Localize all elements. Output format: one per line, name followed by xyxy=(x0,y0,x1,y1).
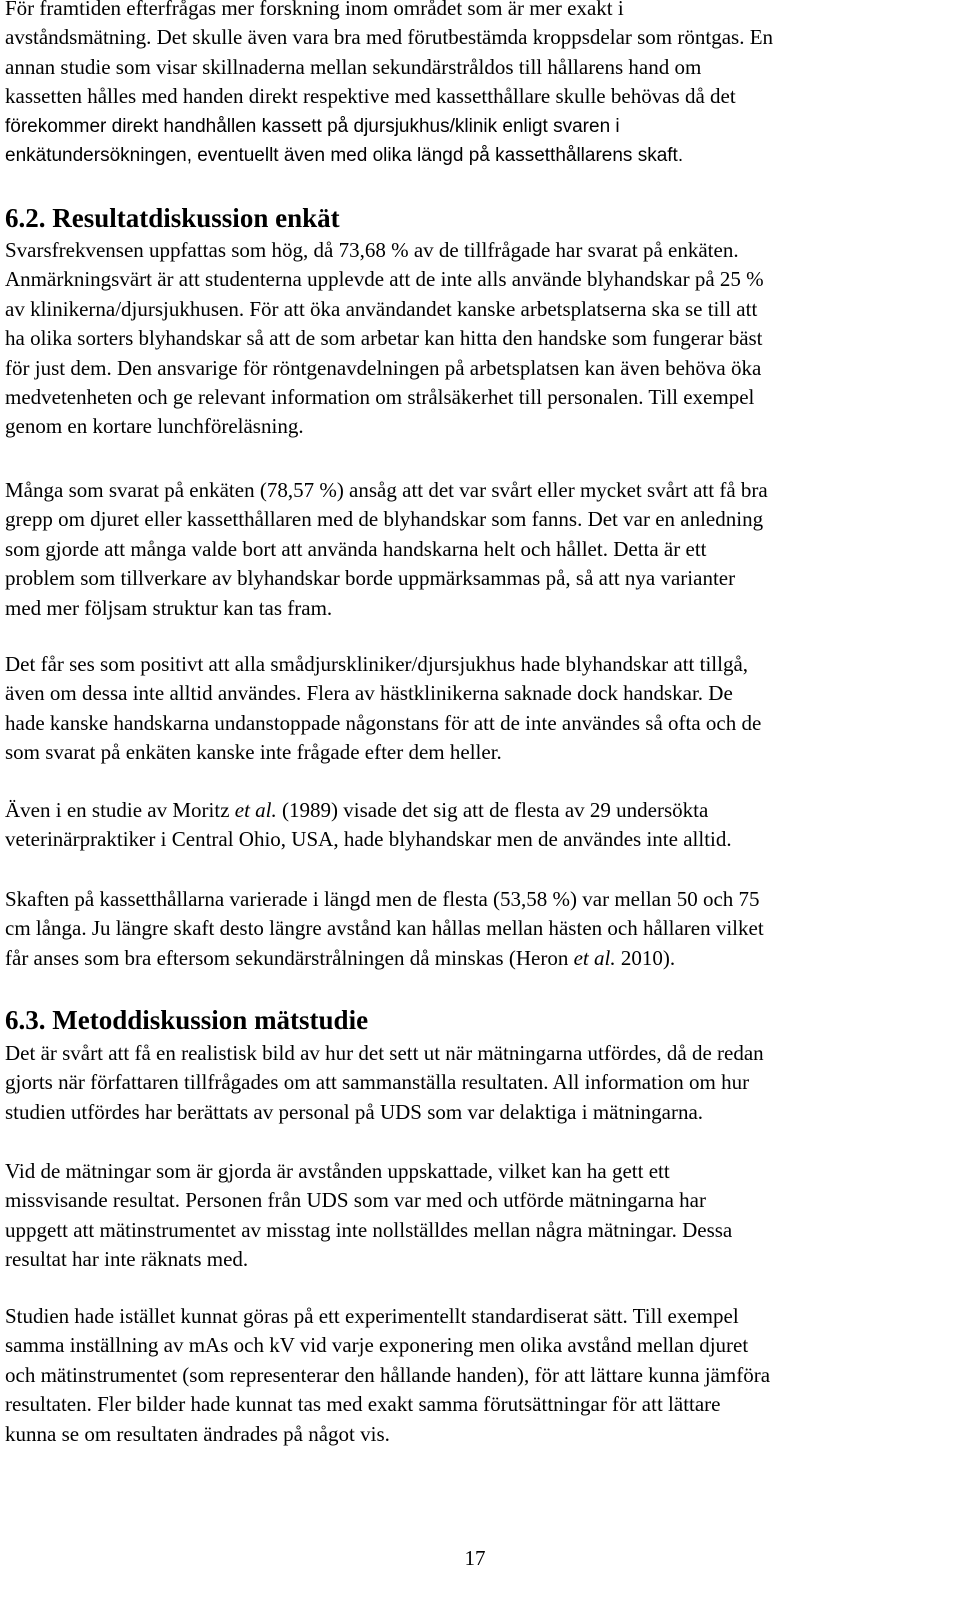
paragraph xyxy=(5,476,768,623)
text-line: även om dessa inte alltid användes. Flera av hästklinikerna saknade dock handskar. De xyxy=(5,681,733,706)
text-line: veterinärpraktiker i Central Ohio, USA, hade blyhandskar men de användes inte alltid. xyxy=(5,827,732,852)
text-line: Studien hade istället kunnat göras på ett experimentellt standardiserat sätt. Till exempel xyxy=(5,1304,739,1328)
text-line: resultat har inte räknats med. xyxy=(5,1247,249,1272)
text-line: problem som tillverkare av blyhandskar borde uppmärksammas på, så att nya varianter xyxy=(5,566,736,591)
text-line: för just dem. Den ansvarige för röntgenavdelningen på arbetsplatsen kan även behöva öka xyxy=(5,355,762,380)
paragraph xyxy=(5,1039,764,1127)
text-line: Vid de mätningar som är gjorda är avstånden uppskattade, vilket kan ha gett ett xyxy=(5,1159,670,1183)
text-line xyxy=(5,796,732,825)
text-line: hade kanske handskarna undanstoppade någonstans för att de inte användes så ofta och de xyxy=(5,710,762,735)
paragraph xyxy=(5,236,764,442)
text-line: Många som svarat på enkäten (78,57 %) ansåg att det var svårt eller mycket svårt att få bra xyxy=(5,478,768,502)
text-line: kassetten hålles med handen direkt respektive med kassetthållare skulle behövas då det xyxy=(5,84,736,109)
text-line: cm långa. Ju längre skaft desto längre avstånd kan hållas mellan hästen och hållaren vilket xyxy=(5,916,764,941)
text-line: genom en kortare lunchföreläsning. xyxy=(5,414,304,439)
text-line: och mätinstrumentet (som representerar den hållande handen), för att lättare kunna jämföra xyxy=(5,1362,771,1387)
text-run: 2010). xyxy=(615,945,676,970)
text-line: av klinikerna/djursjukhusen. För att öka användandet kanske arbetsplatserna ska se till att xyxy=(5,296,758,321)
paragraph xyxy=(5,1302,770,1449)
text-line: annan studie som visar skillnaderna mellan sekundärstråldos till hållarens hand om xyxy=(5,54,702,79)
text-line: kunna se om resultaten ändrades på något vis. xyxy=(5,1421,390,1446)
text-line: förekommer direkt handhållen kassett på djursjukhus/klinik enligt svaren i xyxy=(5,115,620,137)
paragraph xyxy=(5,796,732,855)
text-line: missvisande resultat. Personen från UDS som var med och utförde mätningarna har xyxy=(5,1188,706,1213)
text-line: grepp om djuret eller kassetthållaren med de blyhandskar som fanns. Det var en anledning xyxy=(5,507,764,532)
text-line: Anmärkningsvärt är att studenterna upplevde att de inte alls använde blyhandskar på 25 % xyxy=(5,267,764,292)
section-heading-resultatdiskussion: 6.2. Resultatdiskussion enkät xyxy=(5,203,340,233)
text-line: Skaften på kassetthållarna varierade i längd men de flesta (53,58 %) var mellan 50 och 75 xyxy=(5,887,760,911)
text-line: resultaten. Fler bilder hade kunnat tas med exakt samma förutsättningar för att lättare xyxy=(5,1392,721,1417)
text-line: med mer följsam struktur kan tas fram. xyxy=(5,595,333,620)
text-line: som svarat på enkäten kanske inte frågade efter dem heller. xyxy=(5,740,502,765)
text-line: samma inställning av mAs och kV vid varje exponering men olika avstånd mellan djuret xyxy=(5,1333,749,1358)
page-number: 17 xyxy=(464,1546,486,1570)
text-line: medvetenheten och ge relevant information om strålsäkerhet till personalen. Till exempel xyxy=(5,385,755,410)
text-run: (1989) visade det sig att de flesta av 29 undersökta xyxy=(276,798,709,822)
section-heading-metoddiskussion: 6.3. Metoddiskussion mätstudie xyxy=(5,1005,369,1035)
text-run: får anses som bra eftersom sekundärstrålningen då minskas (Heron xyxy=(5,945,574,970)
intro-paragraph xyxy=(5,0,773,170)
paragraph xyxy=(5,1157,732,1275)
text-line: uppgett att mätinstrumentet av misstag inte nollställdes mellan några mätningar. Dessa xyxy=(5,1217,733,1242)
text-line: enkätundersökningen, eventuellt även med olika längd på kassetthållarens skaft. xyxy=(5,144,684,166)
text-line: Det är svårt att få en realistisk bild av hur det sett ut när mätningarna utfördes, då de redan xyxy=(5,1041,764,1065)
text-line: studien utfördes har berättats av personal på UDS som var delaktiga i mätningarna. xyxy=(5,1099,704,1124)
italic-citation: et al. xyxy=(573,945,616,970)
italic-citation: et al. xyxy=(234,798,277,822)
text-line: Svarsfrekvensen uppfattas som hög, då 73,68 % av de tillfrågade har svarat på enkäten. xyxy=(5,238,739,262)
text-line: ha olika sorters blyhandskar så att de som arbetar kan hitta den handske som fungerar bäst xyxy=(5,326,763,351)
text-line: För framtiden efterfrågas mer forskning inom området som är mer exakt i xyxy=(5,0,624,20)
text-line: Det får ses som positivt att alla smådjurskliniker/djursjukhus hade blyhandskar att tillgå, xyxy=(5,652,749,676)
text-line: som gjorde att många valde bort att använda handskarna helt och hållet. Detta är ett xyxy=(5,536,707,561)
text-line: avståndsmätning. Det skulle även vara bra med förutbestämda kroppsdelar som röntgas. En xyxy=(5,25,774,50)
text-run: Även i en studie av Moritz xyxy=(5,798,235,822)
paragraph xyxy=(5,885,764,973)
paragraph xyxy=(5,650,761,768)
text-line xyxy=(5,944,764,973)
text-line: gjorts när författaren tillfrågades om att sammanställa resultaten. All information om hur xyxy=(5,1070,750,1095)
